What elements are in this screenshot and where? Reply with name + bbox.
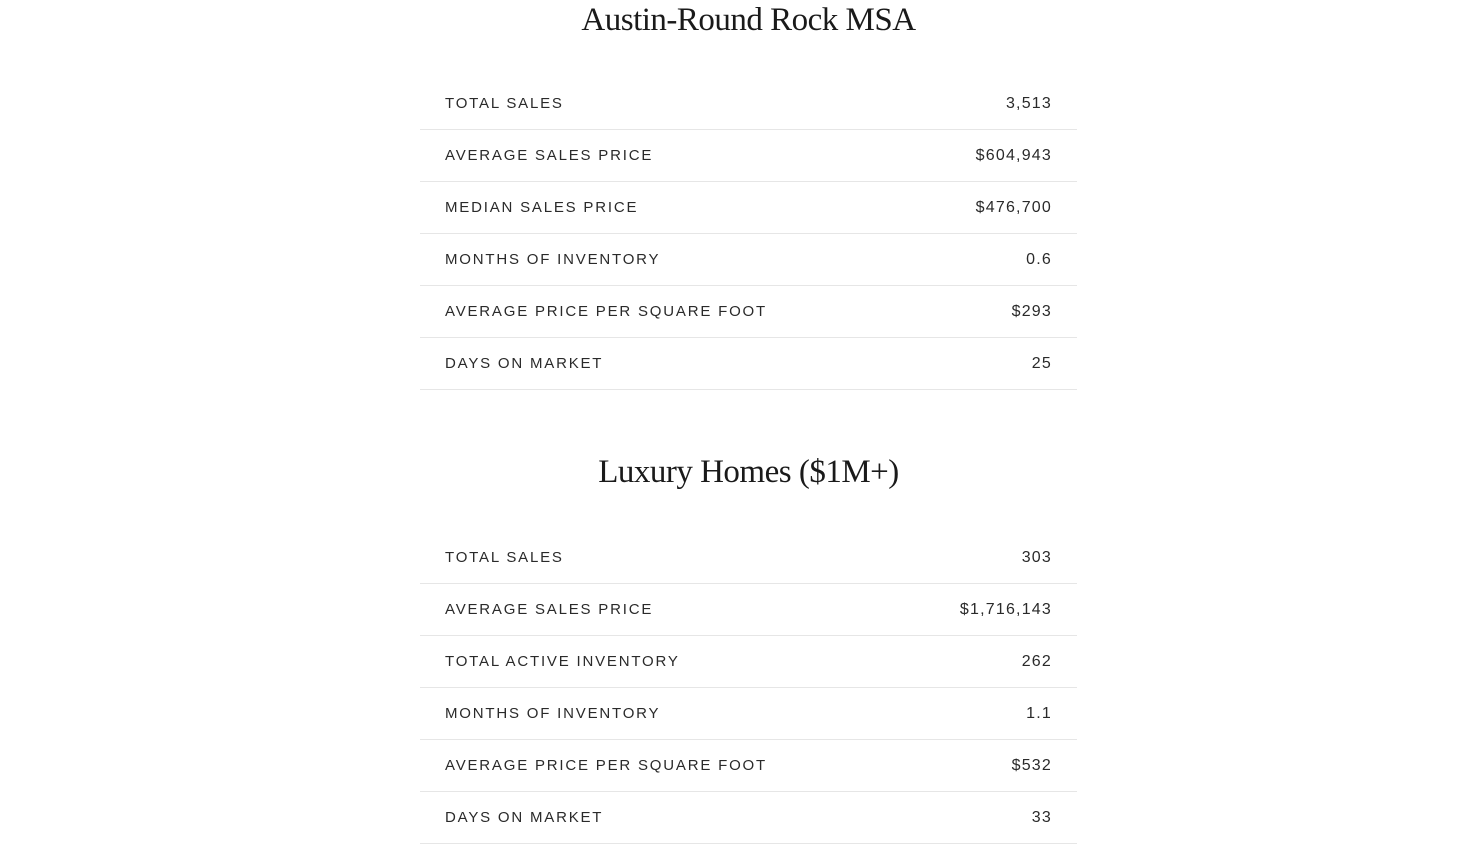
table-row xyxy=(420,338,1077,390)
stat-label-total-sales: TOTAL SALES xyxy=(445,549,564,566)
stat-label-average-sales-price: AVERAGE SALES PRICE xyxy=(445,147,654,164)
table-row xyxy=(420,740,1077,792)
table-row xyxy=(420,130,1077,182)
stat-value-total-sales: 303 xyxy=(1021,548,1052,566)
table-row xyxy=(420,532,1077,584)
luxury-stats-table xyxy=(420,532,1077,844)
table-row xyxy=(420,286,1077,338)
stat-value-days-on-market: 33 xyxy=(1031,808,1052,826)
stat-label-average-price-per-square-foot: AVERAGE PRICE PER SQUARE FOOT xyxy=(445,303,767,320)
stat-label-total-active-inventory: TOTAL ACTIVE INVENTORY xyxy=(445,653,680,670)
stat-label-total-sales: TOTAL SALES xyxy=(445,95,564,112)
table-row xyxy=(420,688,1077,740)
stat-label-months-of-inventory: MONTHS OF INVENTORY xyxy=(445,705,661,722)
stat-label-median-sales-price: MEDIAN SALES PRICE xyxy=(445,199,639,216)
stat-value-average-price-per-square-foot: $293 xyxy=(1011,302,1052,320)
stat-value-months-of-inventory: 1.1 xyxy=(1026,704,1052,722)
stat-label-average-price-per-square-foot: AVERAGE PRICE PER SQUARE FOOT xyxy=(445,757,767,774)
stat-label-days-on-market: DAYS ON MARKET xyxy=(445,809,604,826)
stat-value-days-on-market: 25 xyxy=(1031,354,1052,372)
stat-label-days-on-market: DAYS ON MARKET xyxy=(445,355,604,372)
luxury-section-title: Luxury Homes ($1M+) xyxy=(598,454,899,490)
table-row xyxy=(420,584,1077,636)
msa-stats-table xyxy=(420,78,1077,390)
stat-label-months-of-inventory: MONTHS OF INVENTORY xyxy=(445,251,661,268)
stat-value-months-of-inventory: 0.6 xyxy=(1026,250,1052,268)
table-row xyxy=(420,78,1077,130)
stat-value-average-sales-price: $604,943 xyxy=(975,146,1052,164)
msa-section-title: Austin-Round Rock MSA xyxy=(581,2,916,38)
table-row xyxy=(420,792,1077,844)
stat-value-total-sales: 3,513 xyxy=(1005,94,1052,112)
stat-label-average-sales-price: AVERAGE SALES PRICE xyxy=(445,601,654,618)
stat-value-median-sales-price: $476,700 xyxy=(975,198,1052,216)
stat-value-average-sales-price: $1,716,143 xyxy=(959,600,1052,618)
table-row xyxy=(420,234,1077,286)
table-row xyxy=(420,182,1077,234)
table-row xyxy=(420,636,1077,688)
stat-value-average-price-per-square-foot: $532 xyxy=(1011,756,1052,774)
stat-value-total-active-inventory: 262 xyxy=(1021,652,1052,670)
